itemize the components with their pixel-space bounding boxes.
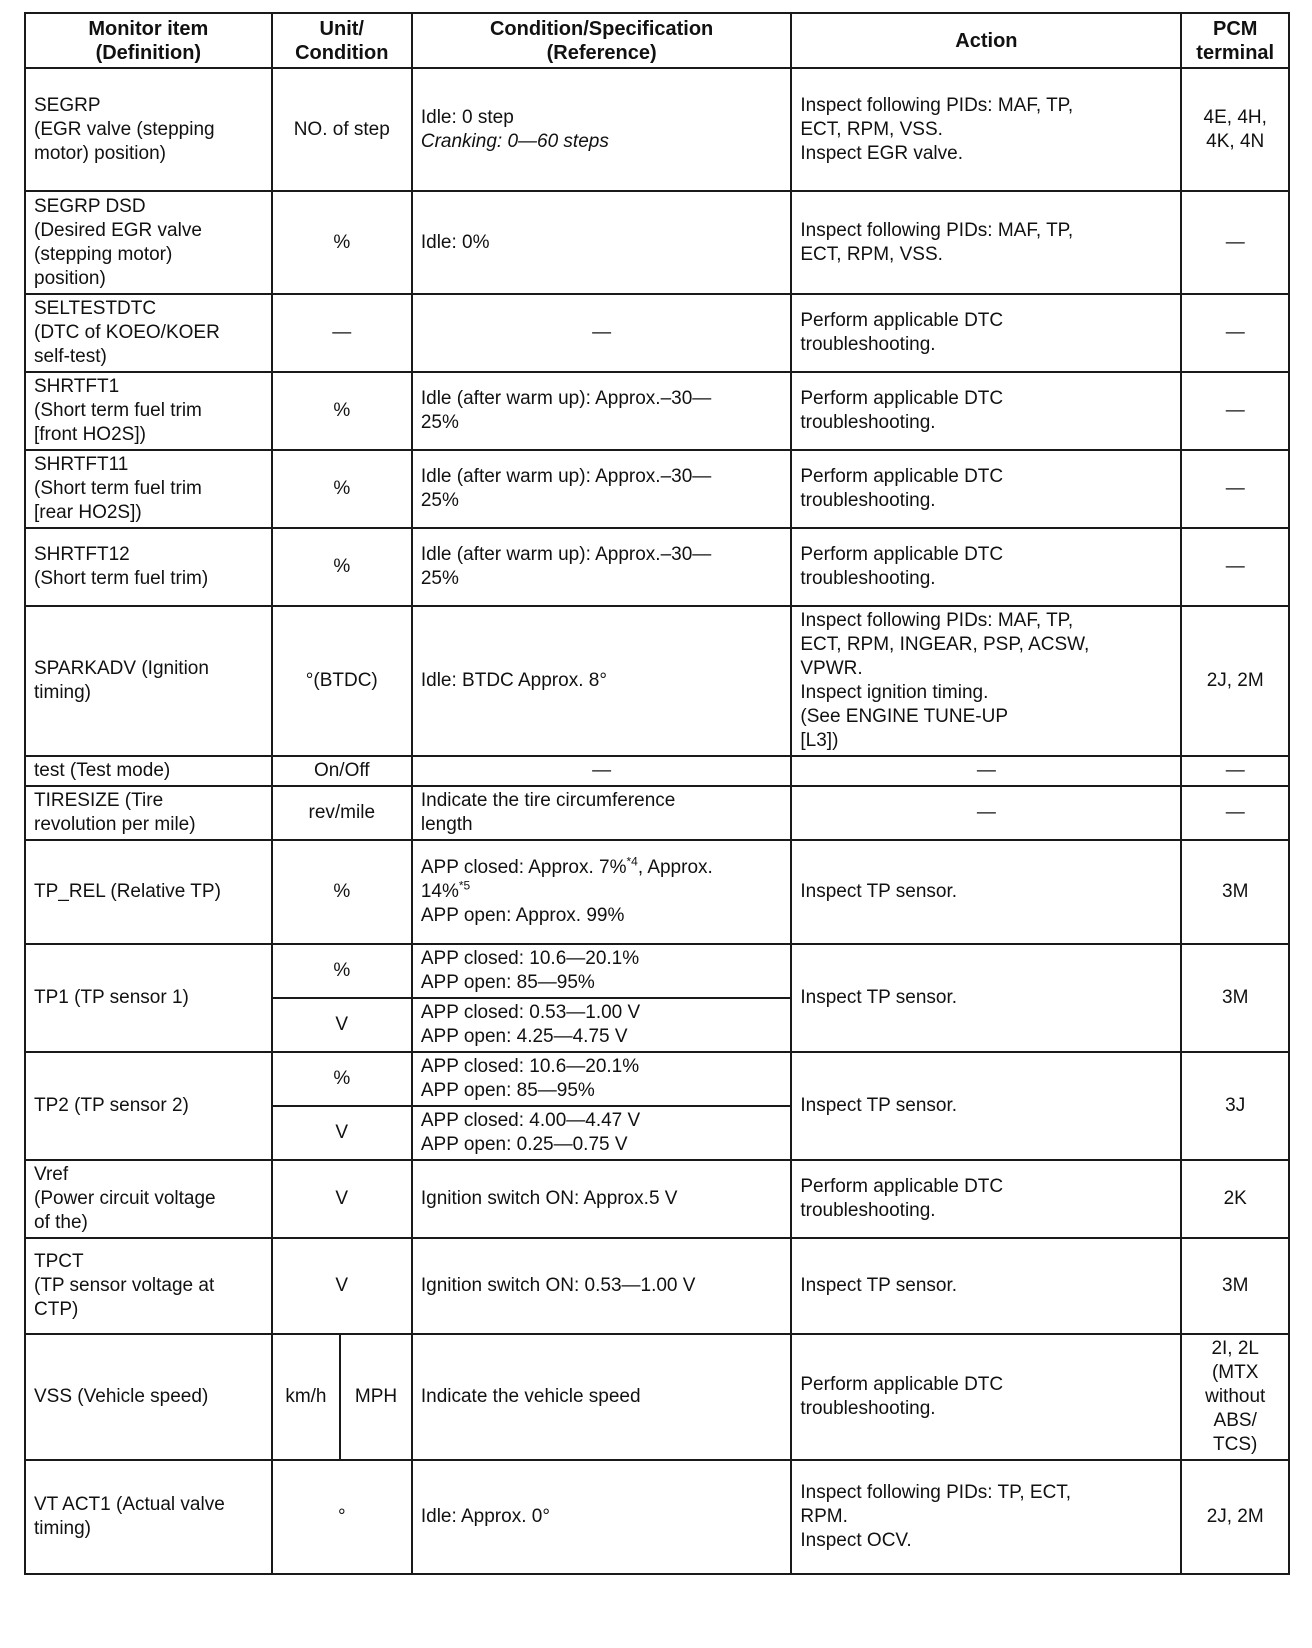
monitor-item-cell: Vref (Power circuit voltage of the) [25, 1160, 272, 1238]
header-action: Action [791, 13, 1181, 68]
condition-cell: APP closed: 4.00—4.47 V APP open: 0.25—0.75 V [412, 1106, 792, 1160]
action-cell: — [791, 756, 1181, 786]
monitor-item-cell: test (Test mode) [25, 756, 272, 786]
unit-cell: rev/mile [272, 786, 412, 840]
monitor-item-cell: VSS (Vehicle speed) [25, 1334, 272, 1460]
condition-cell: APP closed: 10.6—20.1% APP open: 85—95% [412, 1052, 792, 1106]
table-row [25, 1160, 1289, 1238]
condition-cell: — [412, 756, 792, 786]
action-cell: Perform applicable DTC troubleshooting. [791, 1334, 1181, 1460]
monitor-item-cell: TPCT (TP sensor voltage at CTP) [25, 1238, 272, 1334]
monitor-item-cell: TP1 (TP sensor 1) [25, 944, 272, 1052]
unit-cell: V [272, 1160, 412, 1238]
action-cell: Inspect TP sensor. [791, 1238, 1181, 1334]
monitor-item-cell: SPARKADV (Ignition timing) [25, 606, 272, 756]
unit-cell-mph: MPH [340, 1334, 412, 1460]
unit-cell: V [272, 998, 412, 1052]
header-pcm-terminal: PCM terminal [1181, 13, 1289, 68]
monitor-item-cell: SHRTFT11 (Short term fuel trim [rear HO2S]) [25, 450, 272, 528]
table-row [25, 191, 1289, 294]
unit-cell: ° [272, 1460, 412, 1574]
pcm-terminal-cell: 2J, 2M [1181, 606, 1289, 756]
condition-cell: Ignition switch ON: 0.53—1.00 V [412, 1238, 792, 1334]
action-cell: Inspect following PIDs: MAF, TP, ECT, RPM, VSS. [791, 191, 1181, 294]
monitor-item-cell: TP_REL (Relative TP) [25, 840, 272, 944]
table-row [25, 450, 1289, 528]
unit-cell-kmh: km/h [272, 1334, 341, 1460]
action-cell: Inspect TP sensor. [791, 840, 1181, 944]
monitor-item-cell: SEGRP (EGR valve (stepping motor) position) [25, 68, 272, 191]
condition-cell: Idle: BTDC Approx. 8° [412, 606, 792, 756]
pcm-terminal-cell: — [1181, 450, 1289, 528]
action-cell: Perform applicable DTC troubleshooting. [791, 1160, 1181, 1238]
action-cell: — [791, 786, 1181, 840]
table-row [25, 944, 1289, 998]
pcm-terminal-cell: — [1181, 786, 1289, 840]
header-unit-condition: Unit/ Condition [272, 13, 412, 68]
condition-cell: Indicate the tire circumference length [412, 786, 792, 840]
table-row [25, 372, 1289, 450]
pcm-terminal-cell: — [1181, 756, 1289, 786]
action-cell: Inspect following PIDs: MAF, TP, ECT, RPM, VSS. Inspect EGR valve. [791, 68, 1181, 191]
pcm-terminal-cell: 3J [1181, 1052, 1289, 1160]
condition-cell: Idle (after warm up): Approx.–30— 25% [412, 372, 792, 450]
action-cell: Inspect TP sensor. [791, 944, 1181, 1052]
condition-cell: Idle (after warm up): Approx.–30— 25% [412, 450, 792, 528]
monitor-item-cell: SHRTFT1 (Short term fuel trim [front HO2S]) [25, 372, 272, 450]
condition-cell: Idle: Approx. 0° [412, 1460, 792, 1574]
header-condition-specification: Condition/Specification (Reference) [412, 13, 792, 68]
action-cell: Perform applicable DTC troubleshooting. [791, 294, 1181, 372]
action-cell: Perform applicable DTC troubleshooting. [791, 528, 1181, 606]
table-row [25, 1052, 1289, 1106]
pcm-terminal-cell: 3M [1181, 1238, 1289, 1334]
monitor-item-cell: VT ACT1 (Actual valve timing) [25, 1460, 272, 1574]
condition-cell: Idle: 0% [412, 191, 792, 294]
table-row [25, 294, 1289, 372]
table-row [25, 1334, 1289, 1460]
unit-cell: NO. of step [272, 68, 412, 191]
unit-cell: % [272, 450, 412, 528]
table-row [25, 1238, 1289, 1334]
pcm-terminal-cell: 3M [1181, 840, 1289, 944]
monitor-item-cell: TIRESIZE (Tire revolution per mile) [25, 786, 272, 840]
pcm-terminal-cell: 2J, 2M [1181, 1460, 1289, 1574]
table-row [25, 756, 1289, 786]
pcm-terminal-cell: 2K [1181, 1160, 1289, 1238]
condition-cell: APP closed: 10.6—20.1% APP open: 85—95% [412, 944, 792, 998]
unit-cell: % [272, 944, 412, 998]
unit-cell: On/Off [272, 756, 412, 786]
condition-cell: Idle (after warm up): Approx.–30— 25% [412, 528, 792, 606]
header-monitor-item: Monitor item (Definition) [25, 13, 272, 68]
unit-cell: % [272, 840, 412, 944]
table-row [25, 1460, 1289, 1574]
monitor-item-cell: SEGRP DSD (Desired EGR valve (stepping motor) position) [25, 191, 272, 294]
action-cell: Perform applicable DTC troubleshooting. [791, 450, 1181, 528]
pcm-terminal-cell: — [1181, 191, 1289, 294]
unit-cell: % [272, 528, 412, 606]
action-cell: Inspect following PIDs: TP, ECT, RPM. Inspect OCV. [791, 1460, 1181, 1574]
pcm-terminal-cell: — [1181, 372, 1289, 450]
pid-monitor-table-page [24, 12, 1290, 1575]
unit-cell: % [272, 372, 412, 450]
unit-cell: % [272, 1052, 412, 1106]
pcm-terminal-cell: — [1181, 528, 1289, 606]
condition-cell: — [412, 294, 792, 372]
condition-cell: Ignition switch ON: Approx.5 V [412, 1160, 792, 1238]
condition-cell: Indicate the vehicle speed [412, 1334, 792, 1460]
pcm-terminal-cell: 4E, 4H, 4K, 4N [1181, 68, 1289, 191]
condition-cell: APP closed: Approx. 7%$^{*4}$, Approx. 14%$^{*5}$ APP open: Approx. 99% [412, 840, 792, 944]
table-row [25, 528, 1289, 606]
table-row [25, 68, 1289, 191]
monitor-item-cell: SHRTFT12 (Short term fuel trim) [25, 528, 272, 606]
unit-cell: V [272, 1106, 412, 1160]
unit-cell: % [272, 191, 412, 294]
unit-cell: V [272, 1238, 412, 1334]
action-cell: Perform applicable DTC troubleshooting. [791, 372, 1181, 450]
pcm-terminal-cell: 2I, 2L (MTX without ABS/ TCS) [1181, 1334, 1289, 1460]
pid-monitor-table [24, 12, 1290, 1575]
monitor-item-cell: TP2 (TP sensor 2) [25, 1052, 272, 1160]
pcm-terminal-cell: — [1181, 294, 1289, 372]
monitor-item-cell: SELTESTDTC (DTC of KOEO/KOER self-test) [25, 294, 272, 372]
table-row [25, 606, 1289, 756]
header-row [25, 13, 1289, 68]
action-cell: Inspect following PIDs: MAF, TP, ECT, RPM, INGEAR, PSP, ACSW, VPWR. Inspect ignition timing. (See ENGINE TUNE-UP [L3]) [791, 606, 1181, 756]
pcm-terminal-cell: 3M [1181, 944, 1289, 1052]
unit-cell: — [272, 294, 412, 372]
unit-cell: °(BTDC) [272, 606, 412, 756]
table-row [25, 786, 1289, 840]
action-cell: Inspect TP sensor. [791, 1052, 1181, 1160]
condition-cell: Idle: 0 step Cranking: 0—60 steps [412, 68, 792, 191]
table-row [25, 840, 1289, 944]
condition-cell: APP closed: 0.53—1.00 V APP open: 4.25—4.75 V [412, 998, 792, 1052]
